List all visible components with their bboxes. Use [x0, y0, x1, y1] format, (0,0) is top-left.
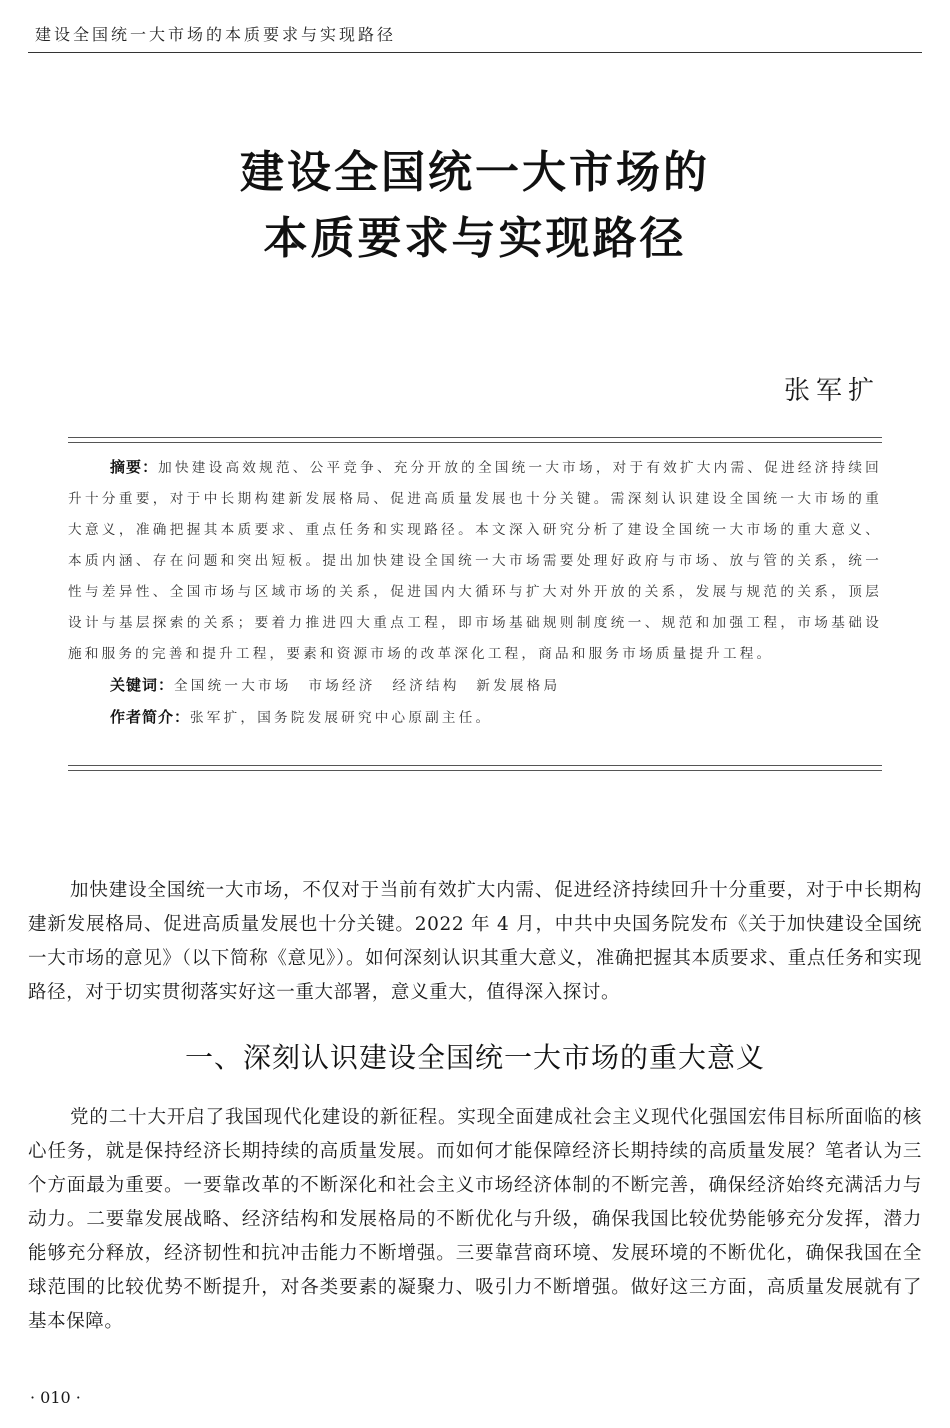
abstract-top-rule — [68, 437, 882, 443]
intro-paragraph: 加快建设全国统一大市场，不仅对于当前有效扩大内需、促进经济持续回升十分重要，对于中长期构建新发展格局、促进高质量发展也十分关键。2022 年 4 月，中共中央国务院发布《关于加快建设全国统一大市场的意见》（以下简称《意见》）。如何深刻认识其重大意义，准确把握其本质要求、重点任务和实现路径，对于切实贯彻落实好这一重大部署，意义重大，值得深入探讨。 — [28, 880, 922, 1003]
author-intro-label: 作者简介： — [110, 708, 191, 726]
abstract-label: 摘要： — [110, 458, 159, 476]
keywords-text: 全国统一大市场 市场经济 经济结构 新发展格局 — [174, 678, 561, 694]
keywords-label: 关键词： — [110, 676, 175, 694]
title-line-1: 建设全国统一大市场的 — [240, 147, 710, 198]
author-intro-line — [68, 702, 882, 734]
abstract-paragraph — [68, 452, 882, 670]
section1-paragraph: 党的二十大开启了我国现代化建设的新征程。实现全面建成社会主义现代化强国宏伟目标所面临的核心任务，就是保持经济长期持续的高质量发展。而如何才能保障经济长期持续的高质量发展？笔者认为三个方面最为重要。一要靠改革的不断深化和社会主义市场经济体制的不断完善，确保经济始终充满活力与动力。二要靠发展战略、经济结构和发展格局的不断优化与升级，确保我国比较优势能够充分发挥，潜力能够充分释放，经济韧性和抗冲击能力不断增强。三要靠营商环境、发展环境的不断优化，确保我国在全球范围的比较优势不断提升，对各类要素的凝聚力、吸引力不断增强。做好这三方面，高质量发展就有了基本保障。 — [28, 1107, 922, 1332]
article-title — [0, 140, 950, 272]
abstract-text: 加快建设高效规范、公平竞争、充分开放的全国统一大市场，对于有效扩大内需、促进经济持续回升十分重要，对于中长期构建新发展格局、促进高质量发展也十分关键。需深刻认识建设全国统一大市场的重大意义，准确把握其本质要求、重点任务和实现路径。本文深入研究分析了建设全国统一大市场的重大意义、本质内涵、存在问题和突出短板。提出加快建设全国统一大市场需要处理好政府与市场、放与管的关系，统一性与差异性、全国市场与区域市场的关系，促进国内大循环与扩大对外开放的关系，发展与规范的关系，顶层设计与基层探索的关系；要着力推进四大重点工程，即市场基础规则制度统一、规范和加强工程，市场基础设施和服务的完善和提升工程，要素和资源市场的改革深化工程，商品和服务市场质量提升工程。 — [68, 460, 882, 662]
page-number: · 010 · — [30, 1388, 81, 1407]
header-rule — [28, 52, 922, 53]
title-line-2: 本质要求与实现路径 — [263, 213, 687, 264]
author-name: 张军扩 — [783, 376, 880, 406]
running-head: 建设全国统一大市场的本质要求与实现路径 — [35, 25, 397, 44]
section-heading: 一、深刻认识建设全国统一大市场的重大意义 — [184, 1041, 765, 1074]
abstract-bottom-rule — [68, 765, 882, 771]
author-intro-text: 张军扩，国务院发展研究中心原副主任。 — [190, 710, 493, 726]
keywords-line — [68, 670, 882, 702]
abstract-box — [68, 452, 882, 734]
